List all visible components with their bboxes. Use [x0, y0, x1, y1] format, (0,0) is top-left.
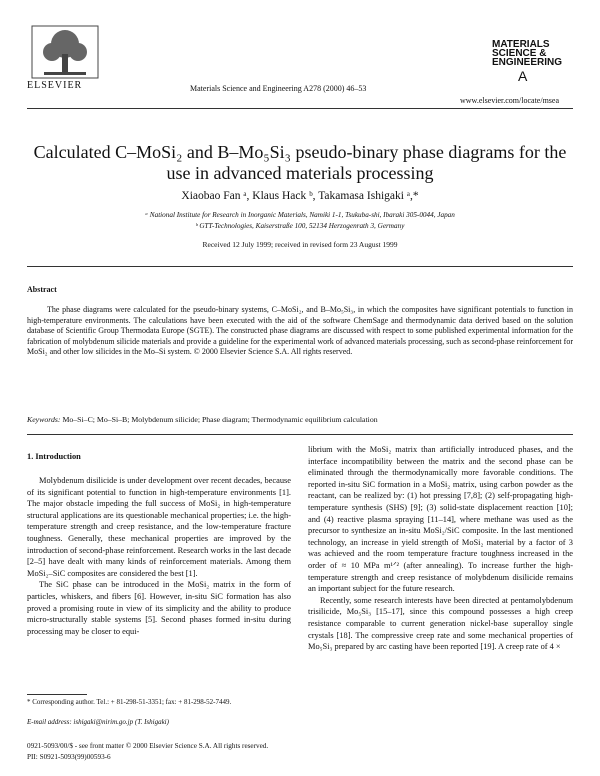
body-column-right [308, 444, 573, 653]
paragraph: Recently, some research interests have been directed at pentamolybdenum trisilicide, Mo₅Si₃ [15–17], since this compound possesses a high creep resistance comparable to current generation nickel-base superalloy single crystals [18]. The compressive creep rate and some mechanical properties of Mo₅Si₃ prepared by arc casting have been reported [19]. A creep rate of 4 × [308, 595, 573, 652]
publisher-name: ELSEVIER [27, 80, 83, 91]
journal-url-link[interactable]: www.elsevier.com/locate/msea [460, 96, 559, 105]
author-list: Xiaobao Fan ᵃ, Klaus Hack ᵇ, Takamasa Ishigaki ᵃ,* [181, 190, 419, 202]
copyright-line: 0921-5093/00/$ - see front matter © 2000 Elsevier Science S.A. All rights reserved. [27, 742, 269, 750]
section-heading: 1. Introduction [27, 452, 81, 461]
paper-title: Calculated C–MoSi₂ and B–Mo₅Si₃ pseudo-binary phase diagrams for the use in advanced materials processing [33, 142, 567, 183]
brand-mark-letter: A [518, 68, 528, 84]
brand-line: SCIENCE & [492, 48, 547, 59]
elsevier-tree-logo [30, 24, 100, 88]
keywords-text: Mo–Si–C; Mo–Si–B; Molybdenum silicide; Phase diagram; Thermodynamic equilibrium calculation [62, 415, 378, 424]
received-dates: Received 12 July 1999; received in revised form 23 August 1999 [202, 240, 398, 249]
journal-reference: Materials Science and Engineering A278 (2000) 46–53 [190, 84, 367, 93]
paragraph: The SiC phase can be introduced in the MoSi₂ matrix in the form of particles, whiskers, and fibers [6]. However, in-situ SiC formation has also proved a promising route in view of its simplicity and the ability to produce micro-structurally stable systems [5]. Second phases formed in-situ during processing may be closer to equi- [27, 580, 291, 636]
corresponding-author-note: * Corresponding author. Tel.: + 81-298-51-3351; fax: + 81-298-52-7449. [27, 698, 232, 706]
header-rule [27, 108, 573, 109]
affiliation-a: ᵃ National Institute for Research in Inorganic Materials, Namiki 1-1, Tsukuba-shi, Ibaraki 305-0044, Japan [145, 211, 455, 219]
journal-brand-logo [492, 40, 572, 67]
keywords [27, 415, 573, 424]
pii-line: PII: S0921-5093(99)00593-6 [27, 753, 111, 761]
paragraph: librium with the MoSi₂ matrix than artificially introduced phases, and the interface incompatibility between the matrix and the second phase can be eliminated through the thermodynamically more favorable conditions. The reported in-situ SiC formation in a MoSi₂ matrix, using carbon powder as the reactant, can be realized by: (1) hot pressing [7,8]; (2) self-propagating high-temperature synthesis (SHS) [9]; (3) solid-state displacement reaction [10]; and (4) reactive plasma spraying [11–14], where methane was used as the precursor to synthesize an in-situ MoSi₂/SiC composite. In the last mentioned technology, an increase in yield strength of MoSi₂ material by a factor of 3 was achieved and the room temperature fracture toughness increased in the order of ≈ 10 MPa m¹ᐟ² (after annealing). To increase further the high-temperature strength and creep resistance of molybdenum disilicide remains an important subject for the future research. [308, 445, 573, 594]
abstract-top-rule [27, 266, 573, 267]
footnote-rule [27, 694, 87, 695]
brand-line: MATERIALS [492, 39, 550, 50]
paragraph: Molybdenum disilicide is under development over recent decades, because of its significant potential to function in high-temperature environments [1]. The major obstacle impeding the full success of MoSi₂ in high-temperature structural applications are its questionable mechanical properties; i.e. the high-temperature strength and creep resistance, and the low-temperature fracture toughness. Generally, these mechanical properties are improved by the introduction of second-phase reinforcement. Research works in the last decade [2–5] have dealt with many kinds of reinforcement materials. Among them MoSi₂–SiC composites are considered the best [1]. [27, 476, 291, 578]
keywords-label: Keywords: [27, 415, 61, 424]
brand-line: ENGINEERING [492, 57, 563, 68]
email-note: E-mail address: ishigaki@nirim.go.jp (T. Ishigaki) [27, 718, 169, 726]
body-column-left [27, 475, 291, 637]
abstract-bottom-rule [27, 434, 573, 435]
affiliation-b: ᵇ GTT-Technologies, Kaiserstraße 100, 52134 Herzogenrath 3, Germany [195, 222, 405, 230]
abstract-heading: Abstract [27, 285, 57, 294]
abstract-text: The phase diagrams were calculated for the pseudo-binary systems, C–MoSi₂, and B–Mo₅Si₃, in which the composites have significant potentials to function in high-temperature environments. The calculations have been executed with the aid of the software ChemSage and thermodynamic data derived based on the solution database of Scientific Group Thermodata Europe (SGTE). The constructed phase diagrams are discussed with respect to some published experimental information for the fabrication of molybdenum silicide materials and provide a guideline for the experimental work of advanced materials processing, such as second-phase reinforcement for MoSi₂ and other low silicides in the Mo–Si system. © 2000 Elsevier Science S.A. All rights reserved. [27, 305, 573, 357]
